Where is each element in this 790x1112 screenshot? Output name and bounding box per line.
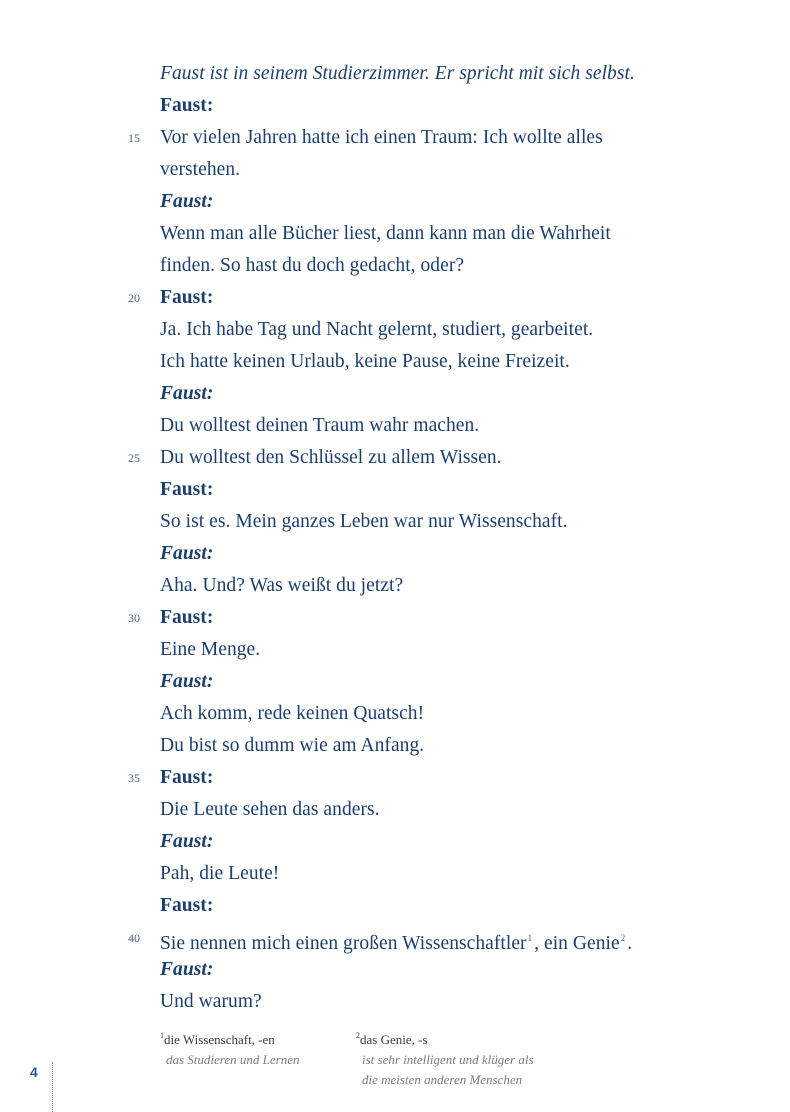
speaker-label: Faust: <box>160 671 214 692</box>
dialogue-line: Wenn man alle Bücher liest, dann kann man die Wahrheit <box>160 223 611 244</box>
line-number: 15 <box>128 131 140 145</box>
dialogue-line: verstehen. <box>160 159 241 180</box>
dialogue-line: finden. So hast du doch gedacht, oder? <box>160 255 465 276</box>
dialogue-line: Aha. Und? Was weißt du jetzt? <box>160 575 404 596</box>
speaker-label: Faust: <box>160 191 214 212</box>
footnote-term: $^2$das Genie, -s <box>356 1031 428 1047</box>
footnote-2 <box>356 1026 534 1090</box>
dialogue-line: Sie nennen mich einen großen Wissenschaftler$^1$ , ein Genie$^2$ . <box>160 933 633 954</box>
line-number: 40 <box>128 931 140 945</box>
speaker-label: Faust: <box>160 383 214 404</box>
dialogue-line: Ach komm, rede keinen Quatsch! <box>160 703 425 724</box>
footnote-gloss: die meisten anderen Menschen <box>362 1072 523 1087</box>
line-number: 20 <box>128 291 140 305</box>
dialogue-line: Eine Menge. <box>160 639 261 660</box>
speaker-label: Faust: <box>160 607 214 628</box>
dialogue-line: Die Leute sehen das anders. <box>160 799 380 820</box>
dialogue-line: Du wolltest deinen Traum wahr machen. <box>160 415 480 436</box>
stage-direction: Faust ist in seinem Studierzimmer. Er spricht mit sich selbst. <box>160 63 635 84</box>
footnote-1 <box>160 1026 299 1070</box>
speaker-label: Faust: <box>160 895 214 916</box>
speaker-label: Faust: <box>160 95 214 116</box>
speaker-label: Faust: <box>160 959 214 980</box>
footnote-gloss: das Studieren und Lernen <box>166 1052 300 1067</box>
dialogue-line: Ja. Ich habe Tag und Nacht gelernt, studiert, gearbeitet. <box>160 319 594 340</box>
speaker-label: Faust: <box>160 287 214 308</box>
dialogue-line: Ich hatte keinen Urlaub, keine Pause, keine Freizeit. <box>160 351 570 372</box>
dialogue-line: Du bist so dumm wie am Anfang. <box>160 735 425 756</box>
line-number: 35 <box>128 771 140 785</box>
dialogue-line: Pah, die Leute! <box>160 863 280 884</box>
dialogue-line: So ist es. Mein ganzes Leben war nur Wissenschaft. <box>160 511 568 532</box>
line-number: 30 <box>128 611 140 625</box>
speaker-label: Faust: <box>160 543 214 564</box>
footnote-marker: 2 <box>620 933 626 943</box>
speaker-label: Faust: <box>160 767 214 788</box>
footnote-term: $^1$die Wissenschaft, -en <box>160 1031 275 1047</box>
speaker-label: Faust: <box>160 479 214 500</box>
dialogue-line: Und warum? <box>160 991 262 1012</box>
dialogue-line: Vor vielen Jahren hatte ich einen Traum: Ich wollte alles <box>160 127 603 148</box>
page-margin-rule <box>52 1062 53 1112</box>
speaker-label: Faust: <box>160 831 214 852</box>
line-number: 25 <box>128 451 140 465</box>
footnote-marker: 1 <box>527 933 533 943</box>
page-number: 4 <box>30 1064 38 1080</box>
dialogue-line: Du wolltest den Schlüssel zu allem Wissen. <box>160 447 502 468</box>
footnote-gloss: ist sehr intelligent und klüger als <box>362 1052 534 1067</box>
